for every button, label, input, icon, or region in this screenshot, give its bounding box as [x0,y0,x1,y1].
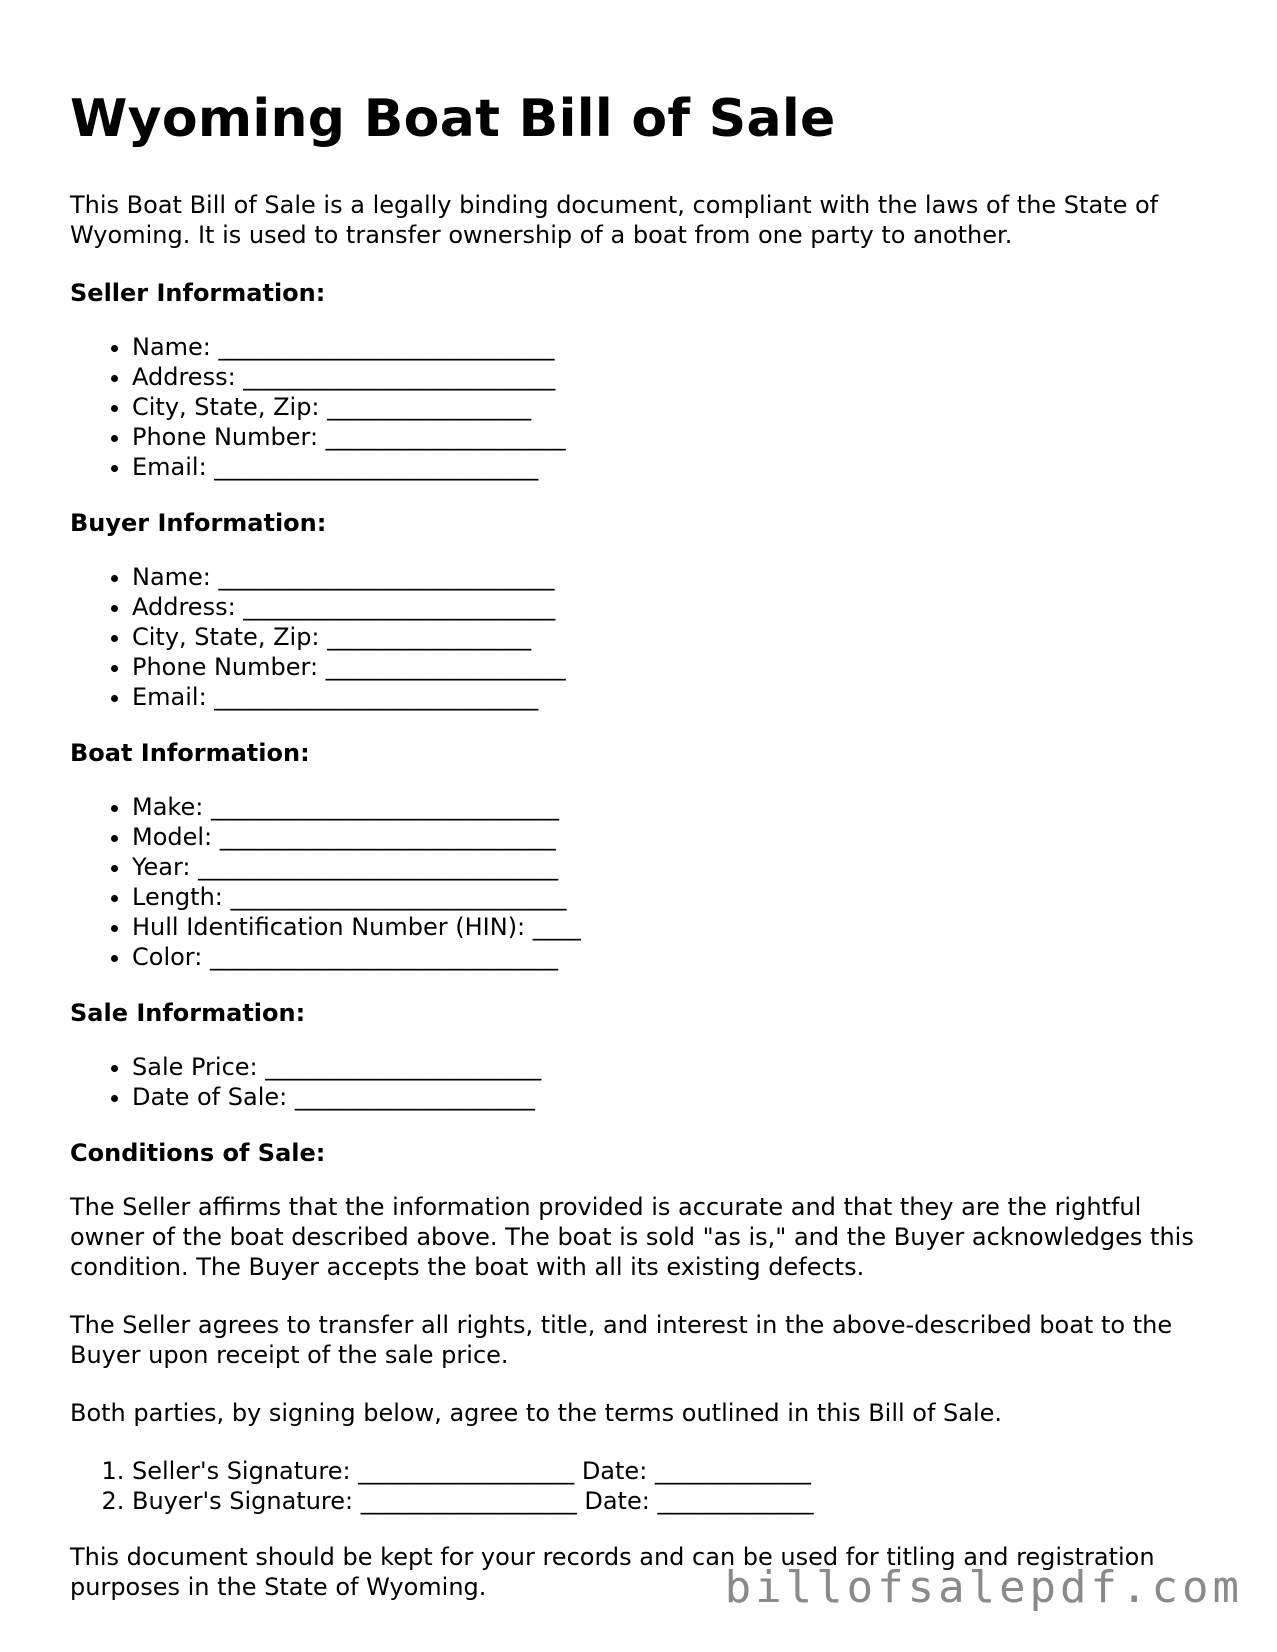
seller-name-field: • Name: ____________________________ [132,332,1210,362]
conditions-paragraph-transfer: The Seller agrees to transfer all rights, title, and interest in the above-described boat to the Buyer upon receipt of the sale price. [70,1311,1173,1369]
seller-heading: Seller Information: [70,279,326,307]
closing-paragraph: This document should be kept for your records and can be used for titling and registration purposes in the State of Wyoming. [70,1543,1155,1601]
buyer-phone-field: • Phone Number: ____________________ [132,652,1210,682]
site-watermark: billofsalepdf.com [724,1562,1243,1613]
document-page [70,88,1210,1630]
seller-signature-line: 1. Seller's Signature: __________________ Date: _____________ [132,1456,1210,1486]
buyer-city-state-zip-field: • City, State, Zip: _________________ [132,622,1210,652]
conditions-section [70,1138,1210,1602]
boat-model-field: • Model: ____________________________ [132,822,1210,852]
document-title: Wyoming Boat Bill of Sale [70,89,836,149]
sale-date-field: • Date of Sale: ____________________ [132,1082,1210,1112]
buyer-section [70,508,1210,712]
seller-address-field: • Address: __________________________ [132,362,1210,392]
conditions-paragraph-as-is: The Seller affirms that the information provided is accurate and that they are the rightful owner of the boat described above. The boat is sold "as is," and the Buyer acknowledges this condition. The Buyer accepts the boat with all its existing defects. [70,1193,1194,1281]
buyer-heading: Buyer Information: [70,509,327,537]
boat-length-field: • Length: ____________________________ [132,882,1210,912]
boat-year-field: • Year: ______________________________ [132,852,1210,882]
sale-heading: Sale Information: [70,999,306,1027]
boat-section [70,738,1210,972]
signature-list [70,1456,1210,1516]
intro-paragraph: This Boat Bill of Sale is a legally binding document, compliant with the laws of the State of Wyoming. It is used to transfer ownership of a boat from one party to another. [70,191,1159,249]
buyer-email-field: • Email: ___________________________ [132,682,1210,712]
boat-color-field: • Color: _____________________________ [132,942,1210,972]
seller-city-state-zip-field: • City, State, Zip: _________________ [132,392,1210,422]
sale-price-field: • Sale Price: _______________________ [132,1052,1210,1082]
seller-section [70,278,1210,482]
seller-email-field: • Email: ___________________________ [132,452,1210,482]
seller-phone-field: • Phone Number: ____________________ [132,422,1210,452]
conditions-heading: Conditions of Sale: [70,1139,326,1167]
boat-fields-list [70,792,1210,972]
boat-heading: Boat Information: [70,739,310,767]
sale-section [70,998,1210,1112]
seller-fields-list [70,332,1210,482]
buyer-signature-line: 2. Buyer's Signature: __________________ Date: _____________ [132,1486,1210,1516]
conditions-paragraph-agreement: Both parties, by signing below, agree to the terms outlined in this Bill of Sale. [70,1399,1003,1427]
boat-make-field: • Make: _____________________________ [132,792,1210,822]
boat-hin-field: • Hull Identification Number (HIN): ____ [132,912,1210,942]
buyer-address-field: • Address: __________________________ [132,592,1210,622]
buyer-name-field: • Name: ____________________________ [132,562,1210,592]
buyer-fields-list [70,562,1210,712]
sale-fields-list [70,1052,1210,1112]
